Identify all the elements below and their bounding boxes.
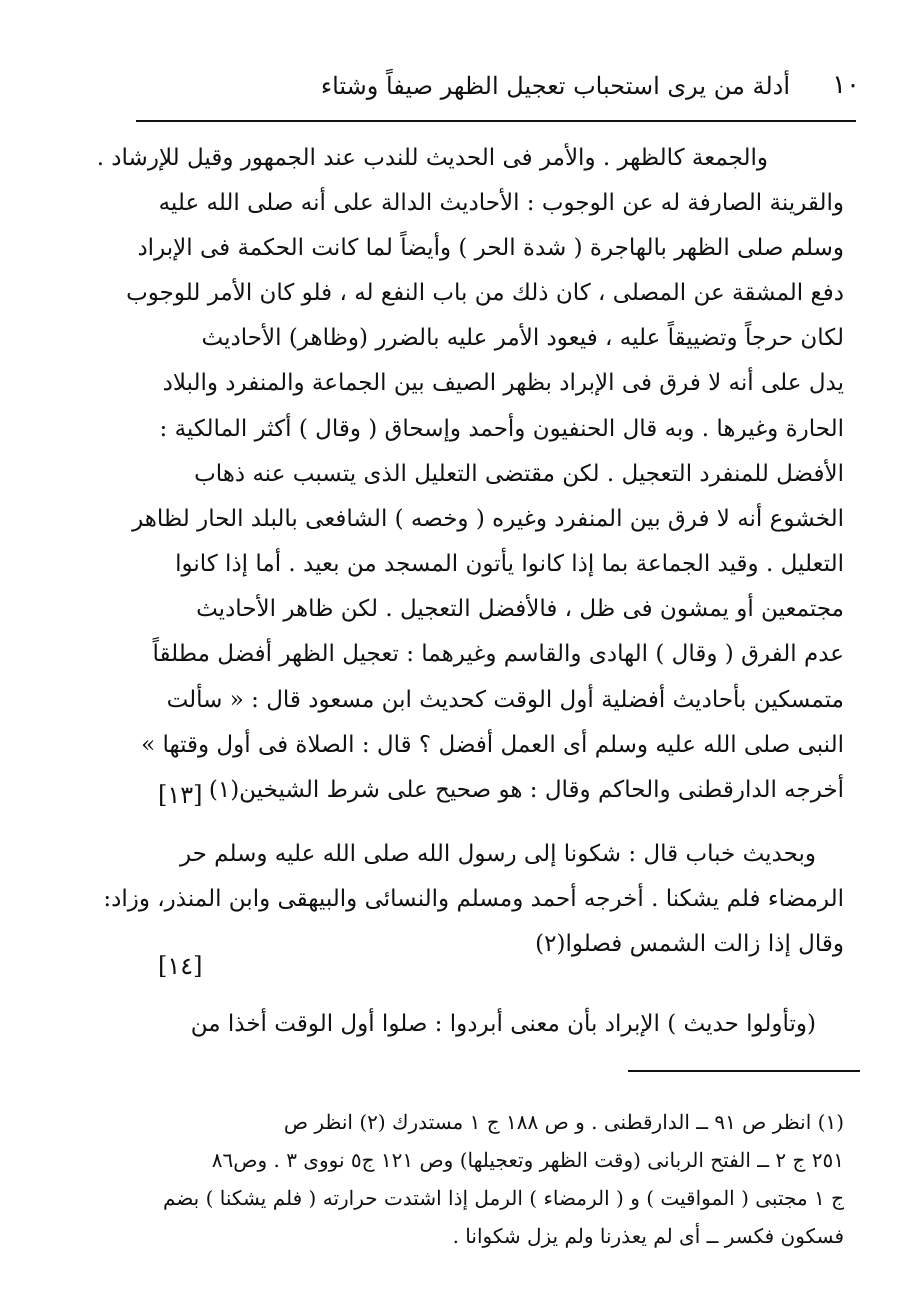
footnote-line: (١) انظر ص ٩١ ــ الدارقطنى . و ص ١٨٨ ج ١ مستدرك (٢) انظر ص [283,1110,844,1134]
page-number: ١٠ [832,70,860,100]
body-line: والجمعة كالظهر . والأمر فى الحديث للندب عند الجمهور وقيل للإرشاد . [96,145,768,171]
hadith-number-marker: [١٣] [158,781,203,809]
body-line: والقرينة الصارفة له عن الوجوب : الأحاديث الدالة على أنه صلى الله عليه [158,190,844,216]
body-line: متمسكين بأحاديث أفضلية أول الوقت كحديث ابن مسعود قال : « سألت [166,687,844,713]
body-line: عدم الفرق ( وقال ) الهادى والقاسم وغيرهما : تعجيل الظهر أفضل مطلقاً [152,641,844,667]
body-line: لكان حرجاً وتضييقاً عليه ، فيعود الأمر عليه بالضرر (وظاهر) الأحاديث [201,325,844,351]
footnote-rule [628,1070,860,1072]
body-line: التعليل . وقيد الجماعة بما إذا كانوا يأتون المسجد من بعيد . أما إذا كانوا [175,551,844,577]
header-rule [136,120,856,122]
body-line: الأفضل للمنفرد التعجيل . لكن مقتضى التعليل الذى يتسبب عنه ذهاب [194,461,844,487]
body-line: وبحديث خباب قال : شكونا إلى رسول الله صلى الله عليه وسلم حر [179,841,816,867]
hadith-number-marker: [١٤] [158,952,203,980]
footnote-line: ج ١ مجتبى ( المواقيت ) و ( الرمضاء ) الرمل إذا اشتدت حرارته ( فلم يشكنا ) بضم [163,1186,844,1210]
footnote-line: فسكون فكسر ــ أى لم يعذرنا ولم يزل شكوانا . [452,1224,844,1248]
running-header-title: أدلة من يرى استحباب تعجيل الظهر صيفاً وشتاء [320,72,790,100]
body-line: الرمضاء فلم يشكنا . أخرجه أحمد ومسلم والنسائى والبيهقى وابن المنذر، وزاد: [103,886,844,912]
footnote-line: ٢٥١ ج ٢ ــ الفتح الربانى (وقت الظهر وتعجيلها) وص ١٢١ ج٥ نووى ٣ . وص٨٦ [211,1148,844,1172]
body-line: (وتأولوا حديث ) الإبراد بأن معنى أبردوا : صلوا أول الوقت أخذا من [190,1011,816,1037]
body-line: أخرجه الدارقطنى والحاكم وقال : هو صحيح على شرط الشيخين(١) [208,777,844,803]
body-line: وسلم صلى الظهر بالهاجرة ( شدة الحر ) وأيضاً لما كانت الحكمة فى الإبراد [137,235,844,261]
body-line: وقال إذا زالت الشمس فصلوا(٢) [535,931,844,957]
body-line: مجتمعين أو يمشون فى ظل ، فالأفضل التعجيل . لكن ظاهر الأحاديث [196,596,844,622]
body-line: دفع المشقة عن المصلى ، كان ذلك من باب النفع له ، فلو كان الأمر للوجوب [126,280,844,306]
body-line: الخشوع أنه لا فرق بين المنفرد وغيره ( وخصه ) الشافعى بالبلد الحار لظاهر [132,506,844,532]
body-line: يدل على أنه لا فرق فى الإبراد بظهر الصيف بين الجماعة والمنفرد والبلاد [162,370,844,396]
body-line: الحارة وغيرها . وبه قال الحنفيون وأحمد وإسحاق ( وقال ) أكثر المالكية : [159,416,844,442]
body-line: النبى صلى الله عليه وسلم أى العمل أفضل ؟ قال : الصلاة فى أول وقتها » [141,732,844,758]
